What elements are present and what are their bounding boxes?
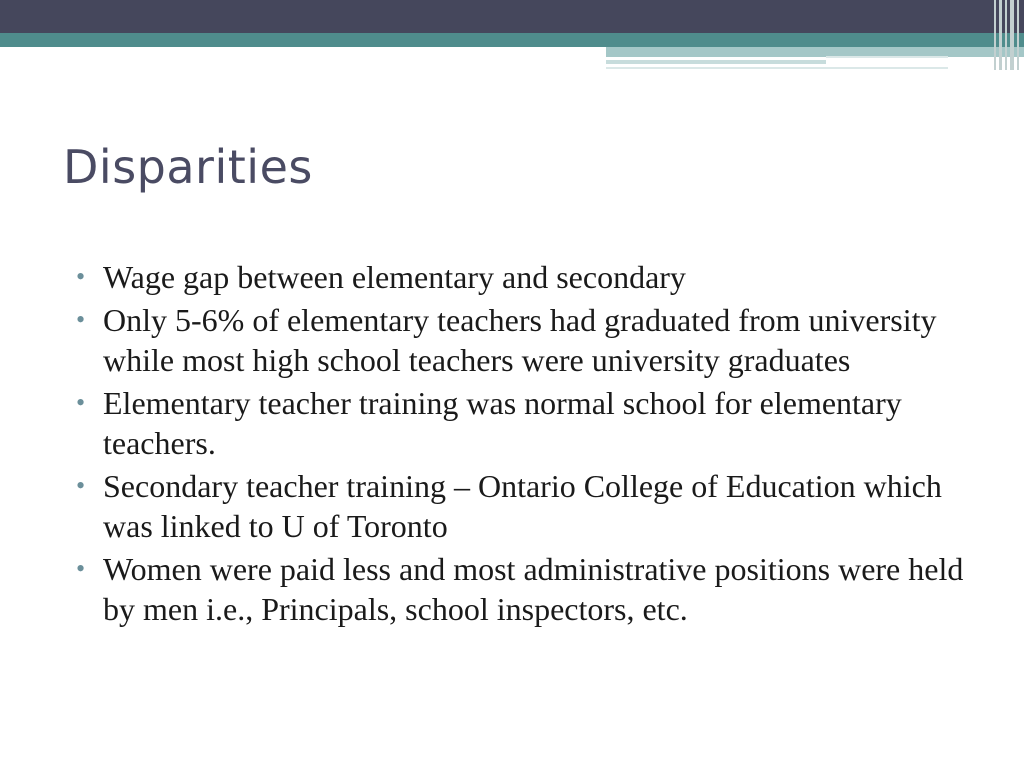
- bullet-item: [76, 549, 976, 629]
- header-stripe: [1005, 0, 1007, 70]
- slide-title: Disparities: [63, 140, 313, 194]
- bullet-text: Women were paid less and most administrative positions were held by men i.e., Principals, school inspectors, etc.: [103, 551, 964, 627]
- bullet-icon: •: [76, 262, 86, 291]
- header-accent-line: [606, 67, 948, 69]
- bullet-item: [76, 466, 976, 546]
- header-stripe: [994, 0, 996, 70]
- header-stripe: [1010, 0, 1014, 70]
- bullet-text: Elementary teacher training was normal school for elementary teachers.: [103, 385, 902, 461]
- bullet-item: [76, 257, 976, 297]
- header-band-teal-light: [606, 47, 1024, 57]
- bullet-text: Only 5-6% of elementary teachers had graduated from university while most high school teachers were university graduates: [103, 302, 937, 378]
- bullet-item: [76, 383, 976, 463]
- bullet-icon: •: [76, 554, 86, 583]
- header-accent-line: [606, 60, 826, 64]
- header-stripe: [999, 0, 1002, 70]
- header-band-teal: [0, 33, 1024, 47]
- bullet-icon: •: [76, 305, 86, 334]
- header-band-dark: [0, 0, 1024, 33]
- header-stripe: [1017, 0, 1019, 70]
- bullet-item: [76, 300, 976, 380]
- header-accent-line: [826, 56, 948, 58]
- bullet-icon: •: [76, 388, 86, 417]
- bullet-list: [76, 257, 976, 632]
- bullet-text: Wage gap between elementary and secondary: [103, 259, 686, 295]
- bullet-text: Secondary teacher training – Ontario College of Education which was linked to U of Toronto: [103, 468, 942, 544]
- bullet-icon: •: [76, 471, 86, 500]
